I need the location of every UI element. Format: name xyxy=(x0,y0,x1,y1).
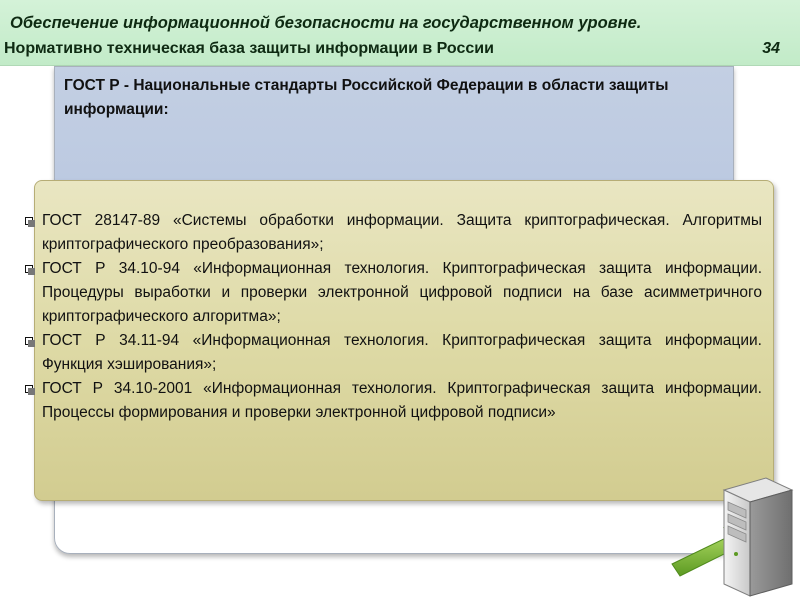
page-number: 34 xyxy=(762,40,780,57)
server-icon xyxy=(668,468,800,600)
slide-header xyxy=(0,0,800,66)
list-item xyxy=(24,209,762,257)
square-bullet-icon xyxy=(25,217,33,225)
list-item xyxy=(24,329,762,377)
list-item-text: ГОСТ Р 34.11-94 «Информационная технология. Криптографическая защита информации. Функция хэширования»; xyxy=(42,332,762,373)
square-bullet-icon xyxy=(25,337,33,345)
square-bullet-icon xyxy=(25,385,33,393)
list-item-text: ГОСТ Р 34.10-2001 «Информационная технология. Криптографическая защита информации. Процессы формирования и проверки электронной цифровой подписи» xyxy=(42,380,762,421)
list-item-text: ГОСТ 28147-89 «Системы обработки информации. Защита криптографическая. Алгоритмы криптографического преобразования»; xyxy=(42,212,762,253)
slide-subtitle: Нормативно техническая база защиты информации в России xyxy=(4,40,494,57)
list-item xyxy=(24,257,762,329)
list-item xyxy=(24,377,762,425)
square-bullet-icon xyxy=(25,265,33,273)
section-heading: ГОСТ Р - Национальные стандарты Российской Федерации в области защиты информации: xyxy=(64,77,669,118)
standards-list xyxy=(24,209,762,425)
slide-title: Обеспечение информационной безопасности на государственном уровне. xyxy=(10,14,642,32)
list-item-text: ГОСТ Р 34.10-94 «Информационная технология. Криптографическая защита информации. Процедуры выработки и проверки электронной цифровой подписи на базе асимметричного криптографического алгоритма»; xyxy=(42,260,762,325)
